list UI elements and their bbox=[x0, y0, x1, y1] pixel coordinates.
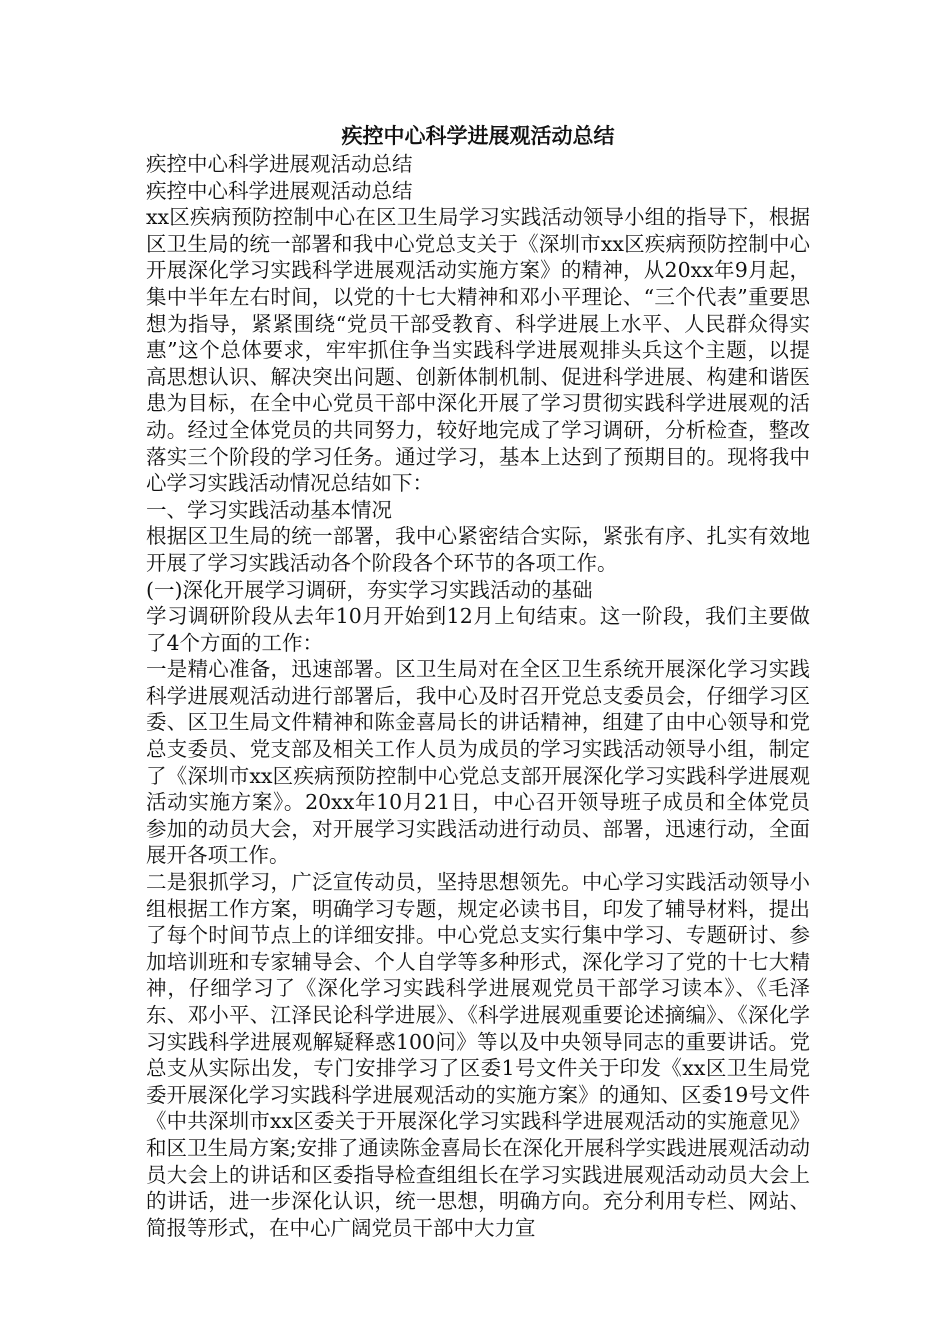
paragraph-intro: xx区疾病预防控制中心在区卫生局学习实践活动领导小组的指导下，根据区卫生局的统一部署和我中心党总支关于《深圳市xx区疾病预防控制中心开展深化学习实践科学进展观活动实施方案》的精神，从20xx年9月起，集中半年左右时间，以党的十七大精神和邓小平理论、“三个代表”重要思想为指导，紧紧围绕“党员干部受教育、科学进展上水平、人民群众得实惠”这个总体要求，牢牢抓住争当实践科学进展观排头兵这个主题，以提高思想认识、解决突出问题、创新体制机制、促进科学进展、构建和谐医患为目标，在全中心党员干部中深化开展了学习贯彻实践科学进展观的活动。经过全体党员的共同努力，较好地完成了学习调研，分析检查，整改落实三个阶段的学习任务。通过学习，基本上达到了预期目的。现将我中心学习实践活动情况总结如下： bbox=[146, 205, 810, 496]
paragraph-study: 二是狠抓学习，广泛宣传动员，坚持思想领先。中心学习实践活动领导小组根据工作方案，明确学习专题，规定必读书目，印发了辅导材料，提出了每个时间节点上的详细安排。中心党总支实行集中学习、专题研讨、参加培训班和专家辅导会、个人自学等多种形式，深化学习了党的十七大精神，仔细学习了《深化学习实践科学进展观党员干部学习读本》、《毛泽东、邓小平、江泽民论科学进展》、《科学进展观重要论述摘编》、《深化学习实践科学进展观解疑释惑100问》等以及中央领导同志的重要讲话。党总支从实际出发，专门安排学习了区委1号文件关于印发《xx区卫生局党委开展深化学习实践科学进展观活动的实施方案》的通知、区委19号文件《中共深圳市xx区委关于开展深化学习实践科学进展观活动的实施意见》和区卫生局方案;安排了通读陈金喜局长在深化开展科学实践进展观活动动员大会上的讲话和区委指导检查组组长在学习实践进展观活动动员大会上的讲话，进一步深化认识，统一思想，明确方向。充分利用专栏、网站、简报等形式，在中心广阔党员干部中大力宣 bbox=[146, 870, 810, 1240]
document-title: 疾控中心科学进展观活动总结 bbox=[341, 123, 615, 148]
paragraph-overview: 根据区卫生局的统一部署，我中心紧密结合实际，紧张有序、扎实有效地开展了学习实践活动各个阶段各个环节的各项工作。 bbox=[146, 524, 810, 575]
subsection-heading-1: (一)深化开展学习调研，夯实学习实践活动的基础 bbox=[146, 577, 593, 602]
section-heading-1: 一、学习实践活动基本情况 bbox=[146, 497, 392, 522]
paragraph-preparation: 一是精心准备，迅速部署。区卫生局对在全区卫生系统开展深化学习实践科学进展观活动进行部署后，我中心及时召开党总支委员会，仔细学习区委、区卫生局文件精神和陈金喜局长的讲话精神，组建了由中心领导和党总支委员、党支部及相关工作人员为成员的学习实践活动领导小组，制定了《深圳市xx区疾病预防控制中心党总支部开展深化学习实践科学进展观活动实施方案》。20xx年10月21日，中心召开领导班子成员和全体党员参加的动员大会，对开展学习实践活动进行动员、部署，迅速行动，全面展开各项工作。 bbox=[146, 657, 810, 868]
paragraph-subtitle-2: 疾控中心科学进展观活动总结 bbox=[146, 178, 413, 203]
document-page bbox=[146, 122, 810, 1241]
paragraph-research-stage: 学习调研阶段从去年10月开始到12月上旬结束。这一阶段，我们主要做了4个方面的工作： bbox=[146, 604, 810, 655]
paragraph-subtitle-1: 疾控中心科学进展观活动总结 bbox=[146, 152, 413, 176]
